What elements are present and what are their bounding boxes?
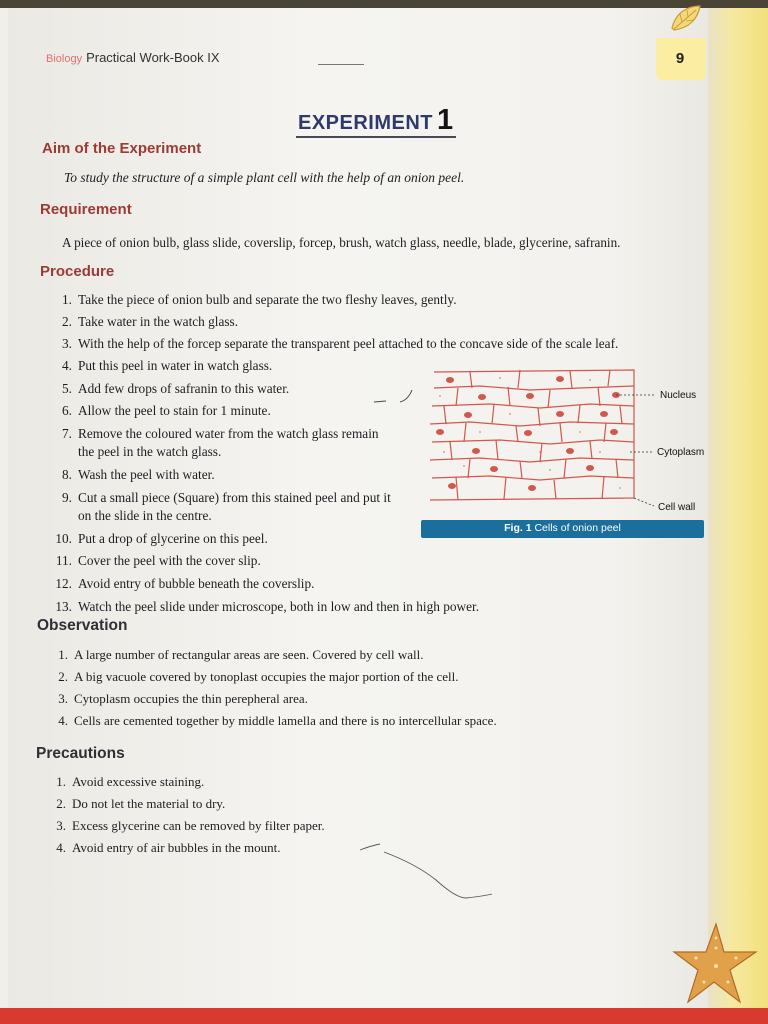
book-title: Practical Work-Book IX xyxy=(86,50,220,65)
subject-label: Biology xyxy=(46,53,83,65)
aim-text: To study the structure of a simple plant cell with the help of an onion peel. xyxy=(64,170,465,185)
list-item: 9. Cut a small piece (Square) from this stained peel and put it xyxy=(62,490,391,505)
list-item: 4. Put this peel in water in watch glass. xyxy=(62,358,273,373)
list-item-continued: the peel in the watch glass. xyxy=(78,444,222,459)
list-item: 1. A large number of rectangular areas are seen. Covered by cell wall. xyxy=(58,647,424,662)
nucleus-label: Nucleus xyxy=(660,390,697,401)
list-item: 2. Take water in the watch glass. xyxy=(62,314,239,329)
figure-number: Fig. 1 xyxy=(504,522,532,534)
list-item: 4. Avoid entry of air bubbles in the mount. xyxy=(56,840,281,855)
cell-wall-label: Cell wall xyxy=(658,502,696,513)
list-item: 5. Add few drops of safranin to this water. xyxy=(62,381,290,396)
list-item: 12. Avoid entry of bubble beneath the coverslip. xyxy=(55,576,315,591)
list-item: 10. Put a drop of glycerine on this peel. xyxy=(55,531,268,546)
figure-caption xyxy=(421,522,704,534)
list-item: 2. Do not let the material to dry. xyxy=(56,796,226,811)
aim-heading: Aim of the Experiment xyxy=(42,140,202,157)
list-item: 1. Take the piece of onion bulb and separate the two fleshy leaves, gently. xyxy=(62,292,457,307)
title-underline xyxy=(296,136,456,138)
requirement-heading: Requirement xyxy=(40,201,132,218)
cytoplasm-label: Cytoplasm xyxy=(657,447,705,458)
list-item: 2. A big vacuole covered by tonoplast occupies the major portion of the cell. xyxy=(58,669,459,684)
page-number: 9 xyxy=(675,50,685,67)
pen-scribble xyxy=(356,840,506,904)
header-rule xyxy=(318,64,364,65)
running-header xyxy=(46,50,220,65)
list-item: 3. With the help of the forcep separate the transparent peel attached to the concave side of the scale leaf. xyxy=(62,336,619,351)
list-item: 3. Cytoplasm occupies the thin perepheral area. xyxy=(58,691,308,706)
list-item: 13. Watch the peel slide under microscope, both in low and then in high power. xyxy=(55,599,480,614)
list-item: 6. Allow the peel to stain for 1 minute. xyxy=(62,403,271,418)
list-item: 8. Wash the peel with water. xyxy=(62,467,215,482)
list-item: 7. Remove the coloured water from the watch glass remain xyxy=(62,426,379,441)
starfish-icon xyxy=(672,922,758,1006)
observation-heading: Observation xyxy=(37,617,128,634)
leaf-icon xyxy=(668,2,704,34)
page-edge-decoration xyxy=(708,0,768,1024)
requirement-text: A piece of onion bulb, glass slide, coverslip, forcep, brush, watch glass, needle, blade, glycerine, safranin. xyxy=(62,235,621,250)
procedure-heading: Procedure xyxy=(40,263,115,280)
bottom-border xyxy=(0,1008,768,1024)
list-item: 3. Excess glycerine can be removed by filter paper. xyxy=(56,818,325,833)
experiment-label: EXPERIMENT xyxy=(298,112,434,134)
experiment-title xyxy=(298,104,454,137)
top-border xyxy=(0,0,768,8)
figure-caption-text: Cells of onion peel xyxy=(534,522,621,534)
onion-cells-diagram xyxy=(420,366,710,516)
list-item: 1. Avoid excessive staining. xyxy=(56,774,205,789)
list-item: 11. Cover the peel with the cover slip. xyxy=(55,553,261,568)
list-item: 4. Cells are cemented together by middle lamella and there is no intercellular space. xyxy=(58,713,497,728)
experiment-number: 1 xyxy=(437,104,454,136)
precautions-heading: Precautions xyxy=(36,745,125,762)
pen-mark xyxy=(372,386,418,406)
list-item-continued: on the slide in the centre. xyxy=(78,508,212,523)
